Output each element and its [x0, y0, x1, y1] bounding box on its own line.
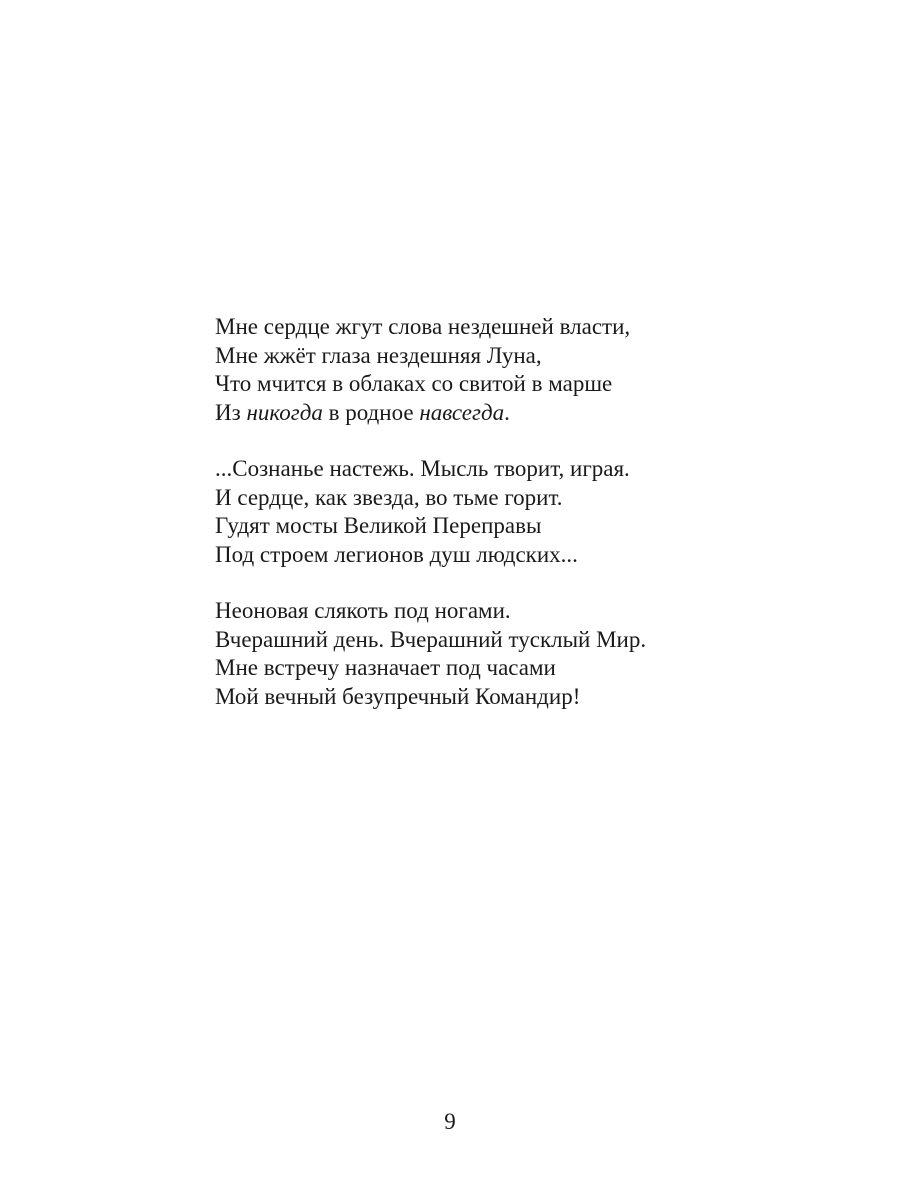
stanza-1 [215, 313, 815, 427]
page-number: 9 [444, 1109, 456, 1134]
poem-line: Что мчится в облаках со свитой в марше [215, 371, 613, 396]
poem-line: Под строем легионов душ людских... [215, 541, 578, 567]
stanza-2 [215, 455, 815, 569]
poem-text: в родное [322, 399, 420, 425]
stanza-3 [215, 597, 815, 711]
poem-line: Гудят мосты Великой Переправы [215, 513, 542, 538]
poem-text: . [504, 399, 510, 425]
poem-line: Мне сердце жгут слова нездешней власти, [215, 314, 631, 339]
poem-line: И сердце, как звезда, во тьме горит. [215, 484, 563, 510]
poem-line: Мне встречу назначает под часами [215, 655, 556, 680]
italic-word: навсегда [419, 399, 505, 425]
poem-line: Неоновая слякоть под ногами. [215, 598, 511, 623]
poem-line: Мне жжёт глаза нездешняя Луна, [215, 342, 542, 368]
poem-line [215, 399, 815, 428]
poem [215, 313, 815, 739]
poem-text: Из [215, 399, 247, 425]
poem-line: ...Сознанье настежь. Мысль творит, играя. [215, 456, 630, 481]
poem-line: Вчерашний день. Вчерашний тусклый Мир. [215, 626, 647, 652]
italic-word: никогда [246, 399, 323, 425]
poem-line: Мой вечный безупречный Командир! [215, 683, 581, 709]
